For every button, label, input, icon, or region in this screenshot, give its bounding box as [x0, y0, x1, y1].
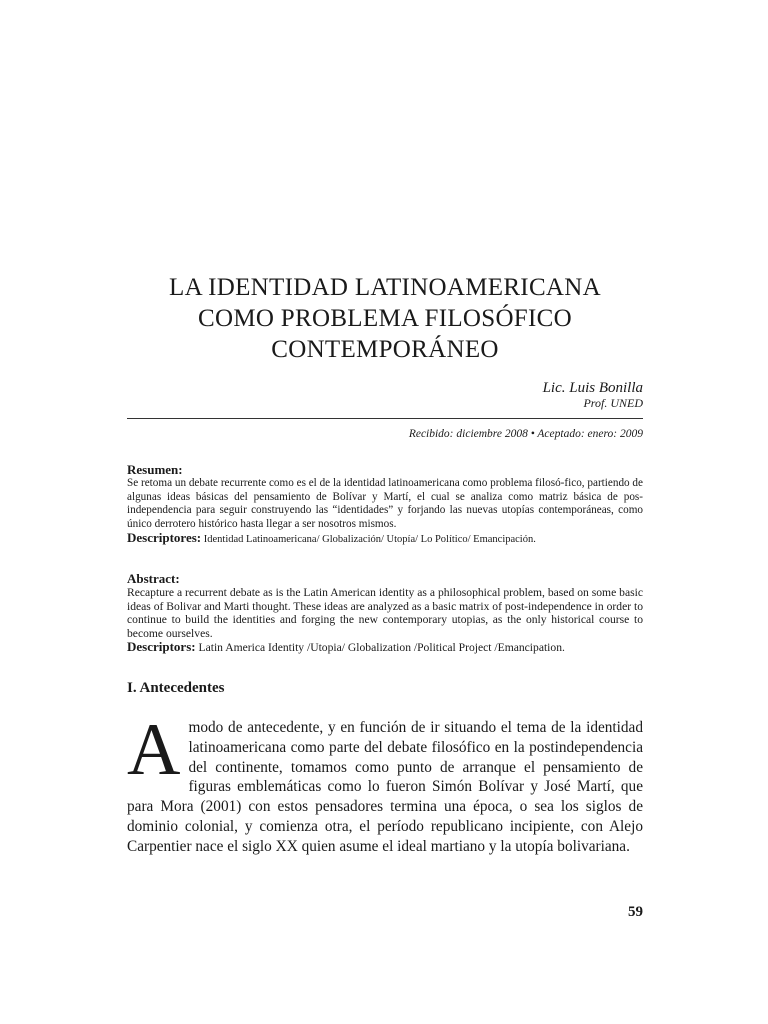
- received-accepted-dates: Recibido: diciembre 2008 • Aceptado: enero: 2009: [408, 428, 643, 440]
- article-page: [127, 0, 643, 1024]
- resumen-block: [127, 462, 643, 547]
- author-block: [543, 380, 643, 410]
- title-line-1: LA IDENTIDAD LATINOAMERICANA: [169, 274, 601, 301]
- author-name: Lic. Luis Bonilla: [542, 380, 643, 396]
- section-heading: I. Antecedentes: [127, 680, 225, 696]
- resumen-text: Se retoma un debate recurrente como es el de la identidad latinoamericana como problema filosó-fico, partiendo de algunas ideas básicas del pensamiento de Bolívar y Martí, el cual se analiza como matriz básica de pos-independencia para seguir construyendo las “identidades” y forjando las nuevas utopías contemporáneas, como único derrotero histórico hasta llegar a ser nosotros mismos.: [127, 477, 643, 530]
- section-body: [127, 709, 643, 857]
- header-divider: [127, 418, 643, 419]
- resumen-descriptors: [127, 531, 643, 547]
- resumen-descriptors-label: Descriptores:: [127, 530, 202, 546]
- abstract-heading: Abstract:: [127, 571, 180, 586]
- author-affiliation: Prof. UNED: [583, 396, 643, 410]
- abstract-descriptors: [127, 640, 643, 655]
- abstract-descriptors-label: Descriptors:: [127, 639, 196, 655]
- article-title: [127, 272, 643, 365]
- abstract-block: [127, 571, 643, 655]
- abstract-text: Recapture a recurrent debate as is the Latin American identity as a philosophical problem, based on some basic ideas of Bolivar and Marti thought. These ideas are analyzed as a basic matrix of post-independence in order to continue to build the identities and forging the new contemporary utopias, as the only historical course to become ourselves.: [127, 586, 643, 640]
- title-line-2: COMO PROBLEMA FILOSÓFICO: [198, 305, 572, 332]
- title-line-3: CONTEMPORÁNEO: [271, 336, 499, 363]
- drop-cap: A: [127, 709, 181, 791]
- section-body-text: modo de antecedente, y en función de ir situando el tema de la identidad latinoamericana como parte del debate filosófico en la postindependencia del continente, tomamos como punto de arranque el pensamiento de figuras emblemáticas como lo fueron Simón Bolívar y José Martí, que para Mora (2001) con estos pensadores termina una época, o sea los siglos de dominio colonial, y comienza otra, el período republicano incipiente, con Alejo Carpentier nace el siglo XX quien asume el ideal martiano y la utopía bolivariana.: [127, 719, 643, 855]
- page-number: 59: [628, 904, 643, 920]
- resumen-descriptors-list: Identidad Latinoamericana/ Globalización/ Utopía/ Lo Político/ Emancipación.: [203, 534, 536, 546]
- abstract-descriptors-list: Latin America Identity /Utopia/ Globalization /Political Project /Emancipation.: [198, 641, 565, 655]
- resumen-heading: Resumen:: [127, 462, 183, 477]
